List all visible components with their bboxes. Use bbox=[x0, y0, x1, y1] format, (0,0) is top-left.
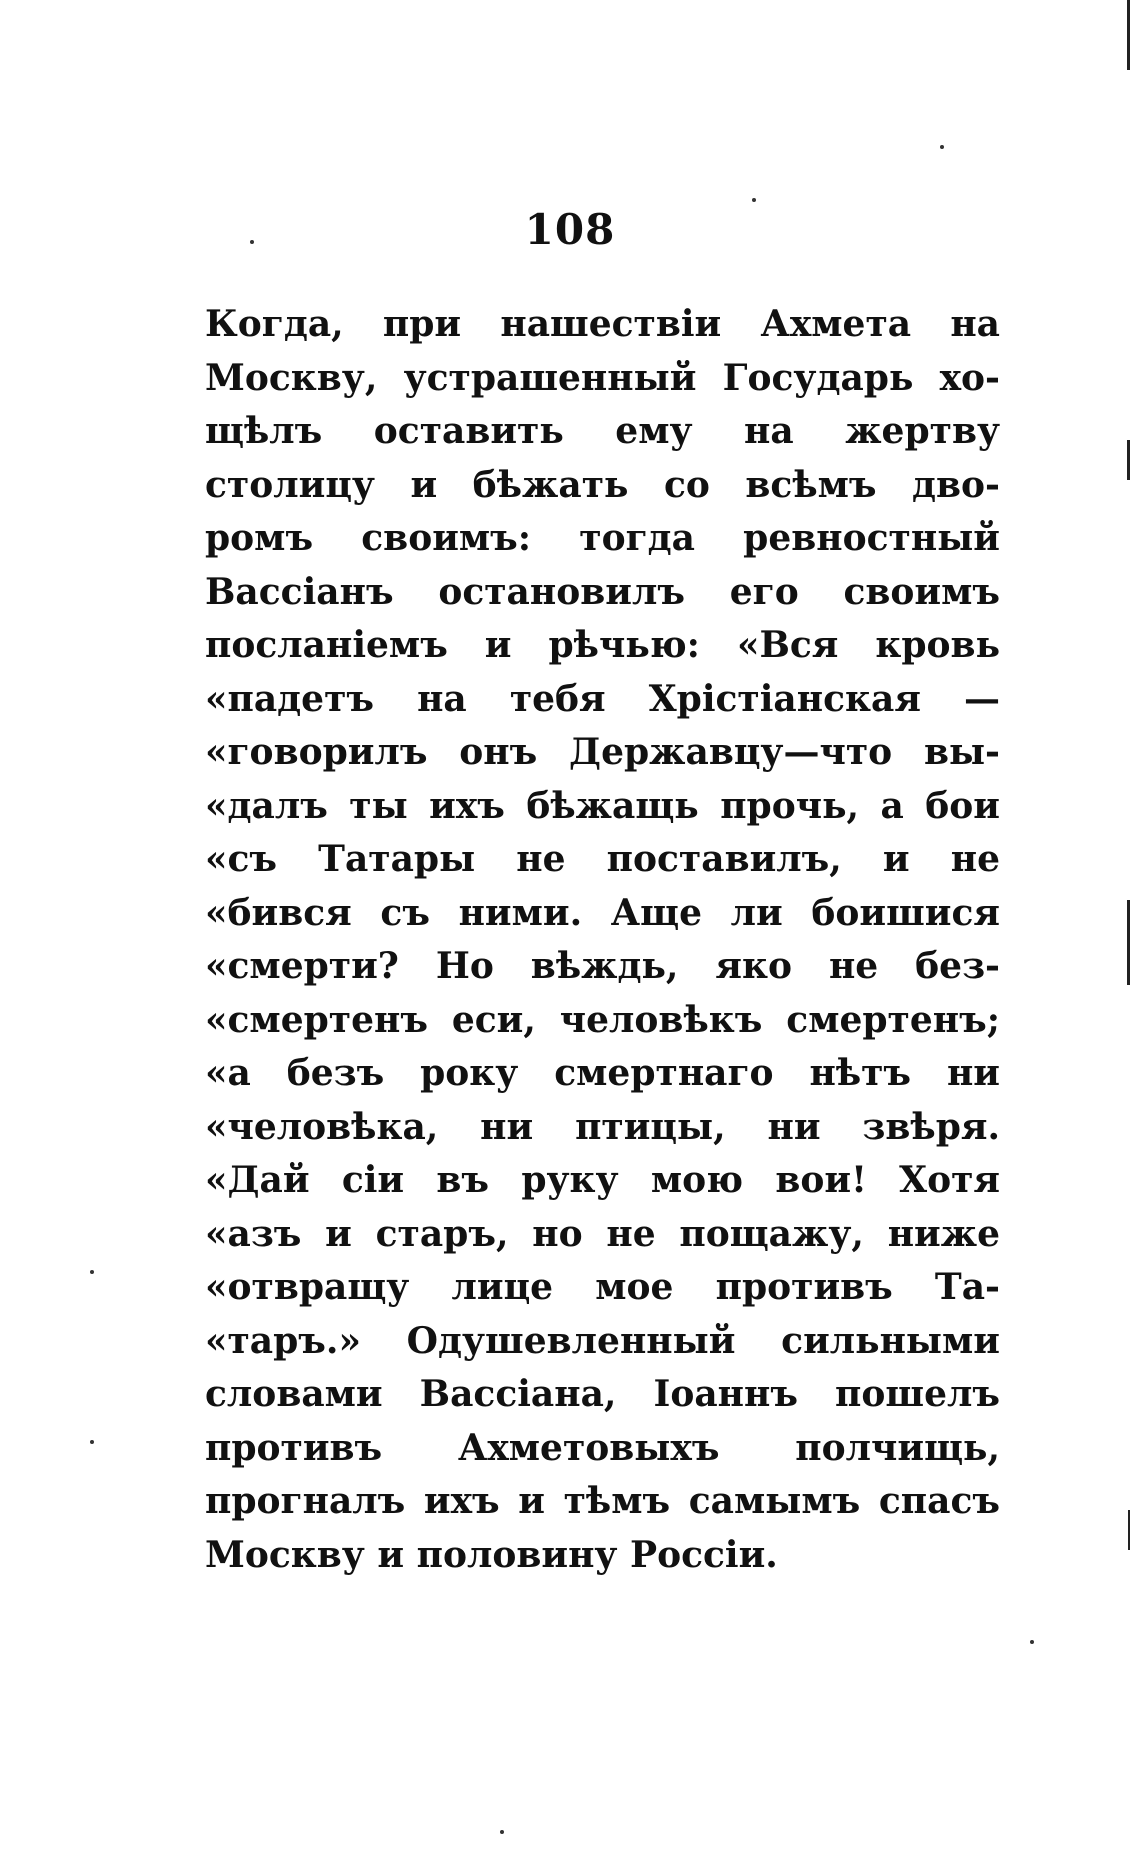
body-text bbox=[205, 298, 1000, 1582]
scan-speck bbox=[250, 240, 254, 244]
text-line: «смертенъ еси, человѣкъ смертенъ; bbox=[205, 998, 1000, 1041]
text-line: Когда, при нашествіи Ахмета на bbox=[205, 303, 1000, 345]
text-line: «смерти? Но вѣждь, яко не без- bbox=[205, 945, 1000, 987]
scan-speck bbox=[90, 1270, 94, 1274]
text-line: столицу и бѣжать со всѣмъ дво- bbox=[205, 463, 1000, 506]
text-line: «отвращу лице мое противъ Та- bbox=[205, 1266, 1000, 1308]
text-line: «далъ ты ихъ бѣжащь прочь, а бои bbox=[205, 784, 1000, 827]
text-line: «человѣка, ни птицы, ни звѣря. bbox=[205, 1105, 1000, 1148]
text-line: Москву, устрашенный Государь хо- bbox=[205, 356, 1000, 399]
text-line: «бився съ ними. Аще ли боишися bbox=[205, 891, 1000, 934]
page-number: 108 bbox=[524, 205, 616, 254]
scan-speck bbox=[500, 1830, 504, 1834]
text-line: «азъ и старъ, но не пощажу, ниже bbox=[205, 1212, 1000, 1255]
text-line: посланіемъ и рѣчью: «Вся кровь bbox=[205, 624, 1000, 666]
text-line: «съ Татары не поставилъ, и не bbox=[205, 838, 1000, 880]
text-line: щѣлъ оставить ему на жертву bbox=[205, 410, 1000, 452]
scan-edge-mark bbox=[1127, 440, 1130, 480]
scan-speck bbox=[90, 1440, 94, 1444]
scan-edge-mark bbox=[1127, 0, 1130, 70]
text-line: Вассіанъ остановилъ его своимъ bbox=[205, 570, 1000, 613]
text-line: «а безъ року смертнаго нѣтъ ни bbox=[205, 1052, 1000, 1094]
scan-speck bbox=[752, 198, 756, 202]
scan-speck bbox=[940, 145, 944, 149]
scan-speck bbox=[1030, 1640, 1034, 1644]
text-line: «Дай сіи въ руку мою вои! Хотя bbox=[205, 1159, 1000, 1201]
text-line: «говорилъ онъ Державцу—что вы- bbox=[205, 731, 1000, 773]
text-line: «падетъ на тебя Хрістіанская — bbox=[205, 677, 1000, 720]
text-line: прогналъ ихъ и тѣмъ самымъ спасъ bbox=[205, 1480, 1000, 1522]
text-line: «таръ.» Одушевленный сильными bbox=[205, 1319, 1000, 1362]
text-line: ромъ своимъ: тогда ревностный bbox=[205, 517, 1000, 559]
text-line: противъ Ахметовыхъ полчищь, bbox=[205, 1426, 1000, 1469]
text-line: словами Вассіана, Іоаннъ пошелъ bbox=[205, 1373, 1000, 1415]
scan-edge-mark bbox=[1127, 900, 1130, 985]
scan-edge-mark bbox=[1128, 1510, 1130, 1550]
text-line: Москву и половину Россіи. bbox=[205, 1533, 778, 1576]
